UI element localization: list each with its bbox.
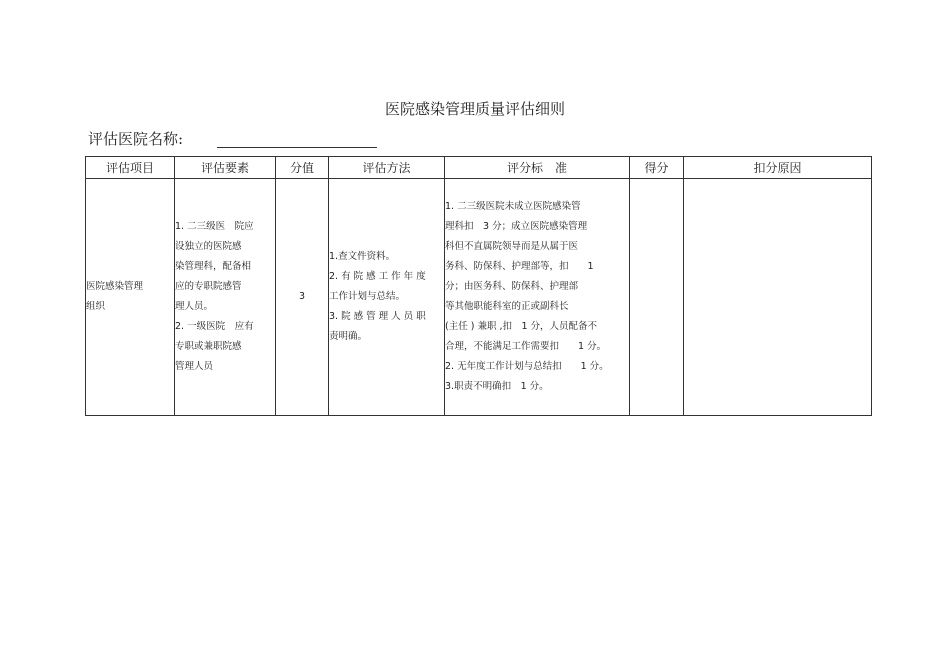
requirement-line: 1. 二三级医 院应 [175,221,254,232]
table-row [86,179,872,416]
hospital-name-label: 评估医院名称: [88,130,184,148]
method-line: 2. 有 院 感 工 作 年 度 [329,271,426,282]
method-line: 3. 院 感 管 理 人 员 职 [329,311,426,322]
header-requirements: 评估要素 [175,157,276,179]
standard-line: 科但不直属院领导而是从属于医 [445,241,579,252]
method-line: 责明确。 [329,331,368,342]
standard-line: (主任 ) 兼职 ,扣 1 分，人员配备不 [445,321,598,332]
standard-line: 分；由医务科、防保科、护理部 [445,281,579,292]
standard-line: 2. 无年度工作计划与总结扣 1 分。 [445,361,609,372]
cell-got-score[interactable] [630,179,684,416]
cell-score: 3 [276,179,329,416]
assessment-table [85,156,872,416]
hospital-name-blank-line [217,147,377,148]
item-line: 医院感染管理 [86,281,144,292]
table-header-row [86,157,872,179]
standard-line: 合理，不能满足工作需要扣 1 分。 [445,341,607,352]
requirement-line: 管理人员 [175,361,214,372]
cell-method [329,179,445,416]
requirement-line: 染管理科，配备相 [175,261,252,272]
cell-standard [445,179,630,416]
cell-deduction-reason[interactable] [684,179,872,416]
header-deduction-reason: 扣分原因 [684,157,872,179]
standard-line: 务科、防保科、护理部等，扣 1 [445,261,594,272]
standard-line: 等其他职能科室的正或副科长 [445,301,569,312]
standard-line: 理科扣 3 分；成立医院感染管理 [445,221,588,232]
requirement-line: 应的专职院感管 [175,281,242,292]
method-line: 1.查文件资料。 [329,251,396,262]
method-line: 工作计划与总结。 [329,291,406,302]
requirement-line: 2. 一级医院 应有 [175,321,254,332]
item-line: 组织 [86,301,106,312]
requirement-line: 专职或兼职院感 [175,341,242,352]
requirement-line: 理人员。 [175,301,214,312]
header-got-score: 得分 [630,157,684,179]
requirement-line: 设独立的医院感 [175,241,242,252]
cell-item [86,179,175,416]
standard-line: 1. 二三级医院未成立医院感染管 [445,201,581,212]
header-method: 评估方法 [329,157,445,179]
header-score: 分值 [276,157,329,179]
header-item: 评估项目 [86,157,175,179]
cell-requirements [175,179,276,416]
page-title: 医院感染管理质量评估细则 [384,100,565,118]
header-standard: 评分标 准 [445,157,630,179]
standard-line: 3.职责不明确扣 1 分。 [445,381,549,392]
